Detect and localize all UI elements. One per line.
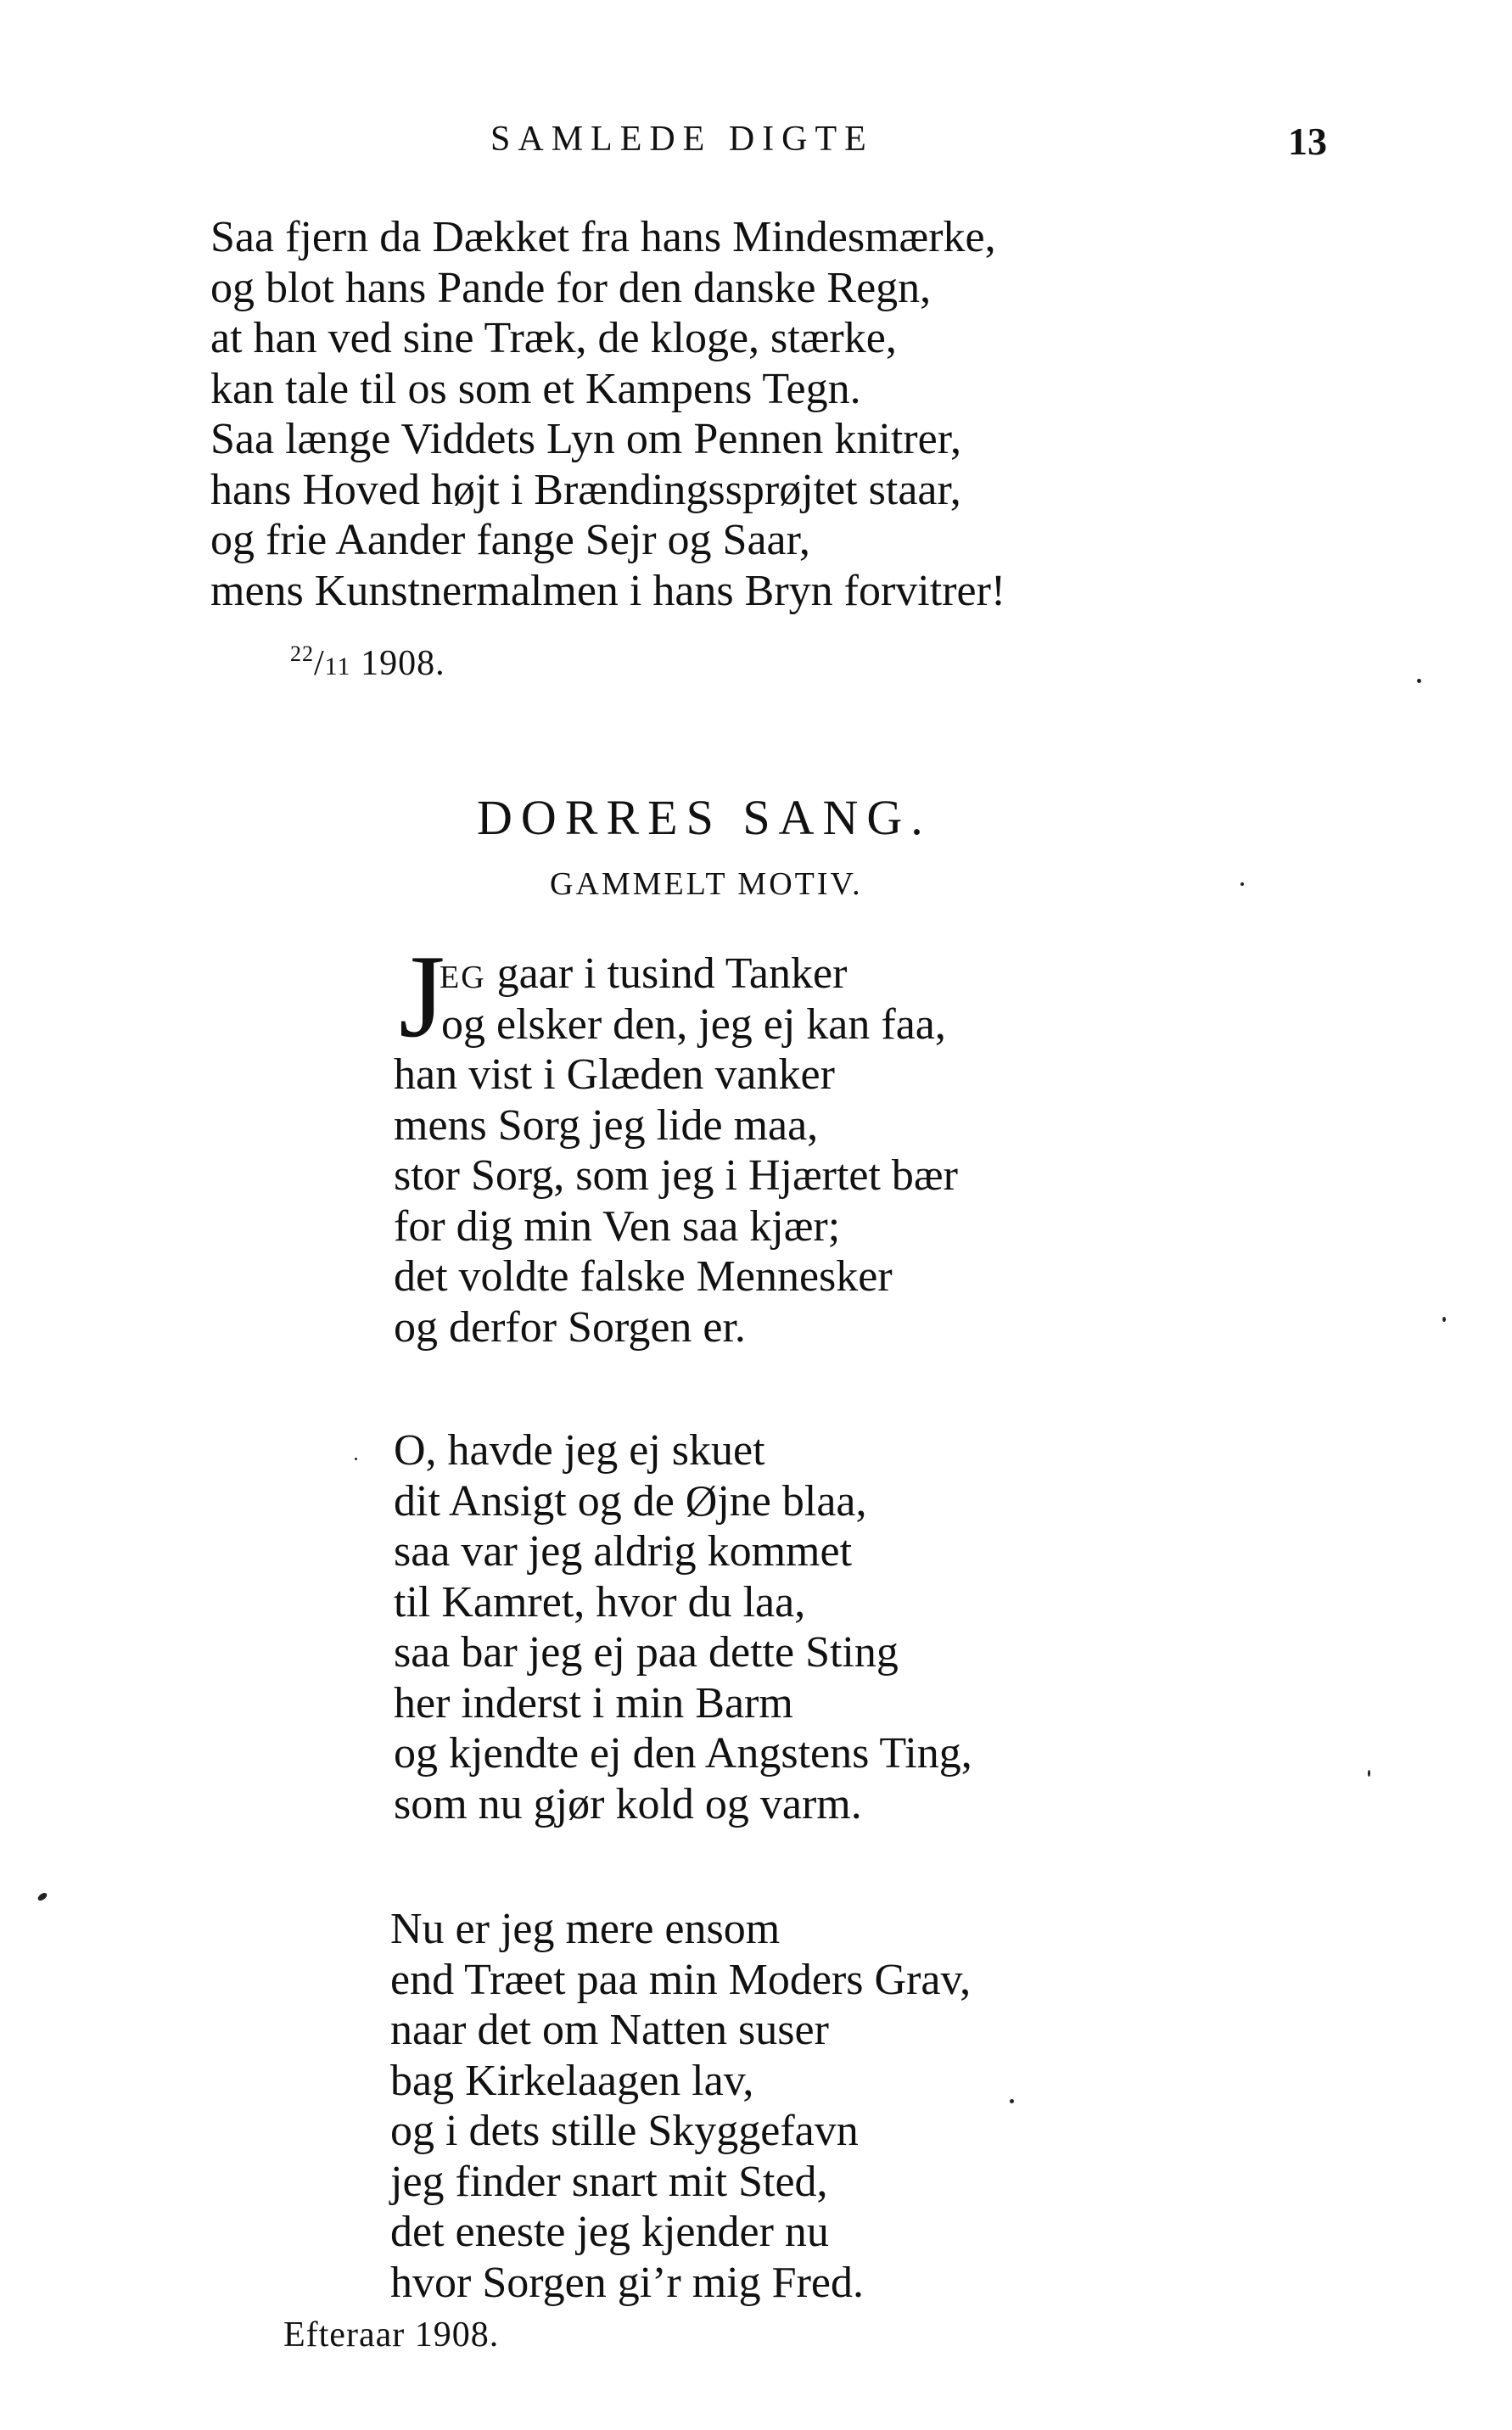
scan-speck — [1417, 679, 1421, 683]
verse-line: til Kamret, hvor du laa, — [394, 1577, 806, 1627]
poem2-stanza-2 — [394, 1425, 972, 1829]
verse-line: det voldte falske Mennesker — [394, 1252, 893, 1301]
poem-title: DORRES SANG. — [477, 790, 932, 845]
date-day: 22 — [290, 641, 314, 666]
verse-line-first — [394, 949, 958, 999]
verse-line: her inderst i min Barm — [394, 1678, 793, 1727]
poem1-date: $^{22}$/11 1908. — [290, 641, 445, 683]
verse-line: naar det om Natten suser — [390, 2006, 829, 2054]
verse-line: kan tale til os som et Kampens Tegn. — [210, 364, 861, 413]
verse-line: som nu gjør kold og varm. — [394, 1779, 862, 1828]
date-year: 1908. — [361, 644, 445, 683]
running-title: SAMLEDE DIGTE — [490, 120, 874, 159]
verse-line: og i dets stille Skyggefavn — [390, 2107, 859, 2155]
poem-subtitle: GAMMELT MOTIV. — [550, 866, 863, 902]
verse-line: for dig min Ven saa kjær; — [394, 1201, 841, 1251]
verse-line: Saa fjern da Dækket fra hans Mindesmærke, — [210, 213, 996, 261]
running-head — [0, 119, 1512, 170]
verse-line: og kjendte ej den Angstens Ting, — [394, 1729, 972, 1778]
page-number: 13 — [1288, 120, 1327, 163]
verse-line: Saa længe Viddets Lyn om Pennen knitrer, — [210, 415, 961, 463]
verse-line: det eneste jeg kjender nu — [390, 2208, 829, 2256]
first-word-smallcaps: EG — [440, 960, 486, 995]
verse-line: han vist i Glæden vanker — [394, 1050, 835, 1099]
scan-speck — [1442, 1317, 1446, 1322]
verse-line: stor Sorg, som jeg i Hjærtet bær — [394, 1151, 958, 1200]
verse-line: jeg finder snart mit Sted, — [390, 2157, 828, 2206]
verse-line: dit Ansigt og de Øjne blaa, — [394, 1476, 867, 1526]
verse-line: end Træet paa min Moders Grav, — [390, 1955, 972, 2004]
verse-line: saa bar jeg ej paa dette Sting — [394, 1628, 899, 1677]
verse-line: at han ved sine Træk, de kloge, stærke, — [210, 314, 897, 362]
poem2-date: Efteraar 1908. — [283, 2315, 500, 2354]
scan-speck — [1240, 882, 1244, 886]
verse-line: mens Sorg jeg lide maa, — [394, 1100, 819, 1150]
scan-speck — [1010, 2099, 1014, 2103]
verse-line: og frie Aander fange Sejr og Saar, — [210, 516, 810, 564]
scan-speck — [1368, 1770, 1370, 1777]
poem2-stanza-3 — [390, 1904, 971, 2308]
first-line-rest: gaar i tusind Tanker — [485, 949, 848, 998]
poem1-stanza — [210, 212, 1005, 616]
verse-line: saa var jeg aldrig kommet — [394, 1527, 853, 1576]
poem2-stanza-1 — [394, 949, 958, 1352]
verse-line: hvor Sorgen gi’r mig Fred. — [390, 2258, 864, 2307]
verse-line: og blot hans Pande for den danske Regn, — [210, 263, 932, 312]
verse-line: og derfor Sorgen er. — [394, 1302, 746, 1352]
verse-line: mens Kunstnermalmen i hans Bryn forvitrer! — [210, 566, 1006, 615]
drop-cap: J — [399, 931, 445, 1062]
verse-line: Nu er jeg mere ensom — [390, 1905, 781, 1953]
scan-speck — [355, 1458, 357, 1460]
date-month: 11 — [324, 652, 351, 680]
verse-line: O, havde jeg ej skuet — [394, 1426, 765, 1475]
verse-line: hans Hoved højt i Brændingssprøjtet staar, — [210, 465, 961, 514]
verse-line: og elsker den, jeg ej kan faa, — [441, 999, 946, 1049]
scan-speck — [36, 1891, 48, 1902]
verse-line: bag Kirkelaagen lav, — [390, 2056, 754, 2105]
